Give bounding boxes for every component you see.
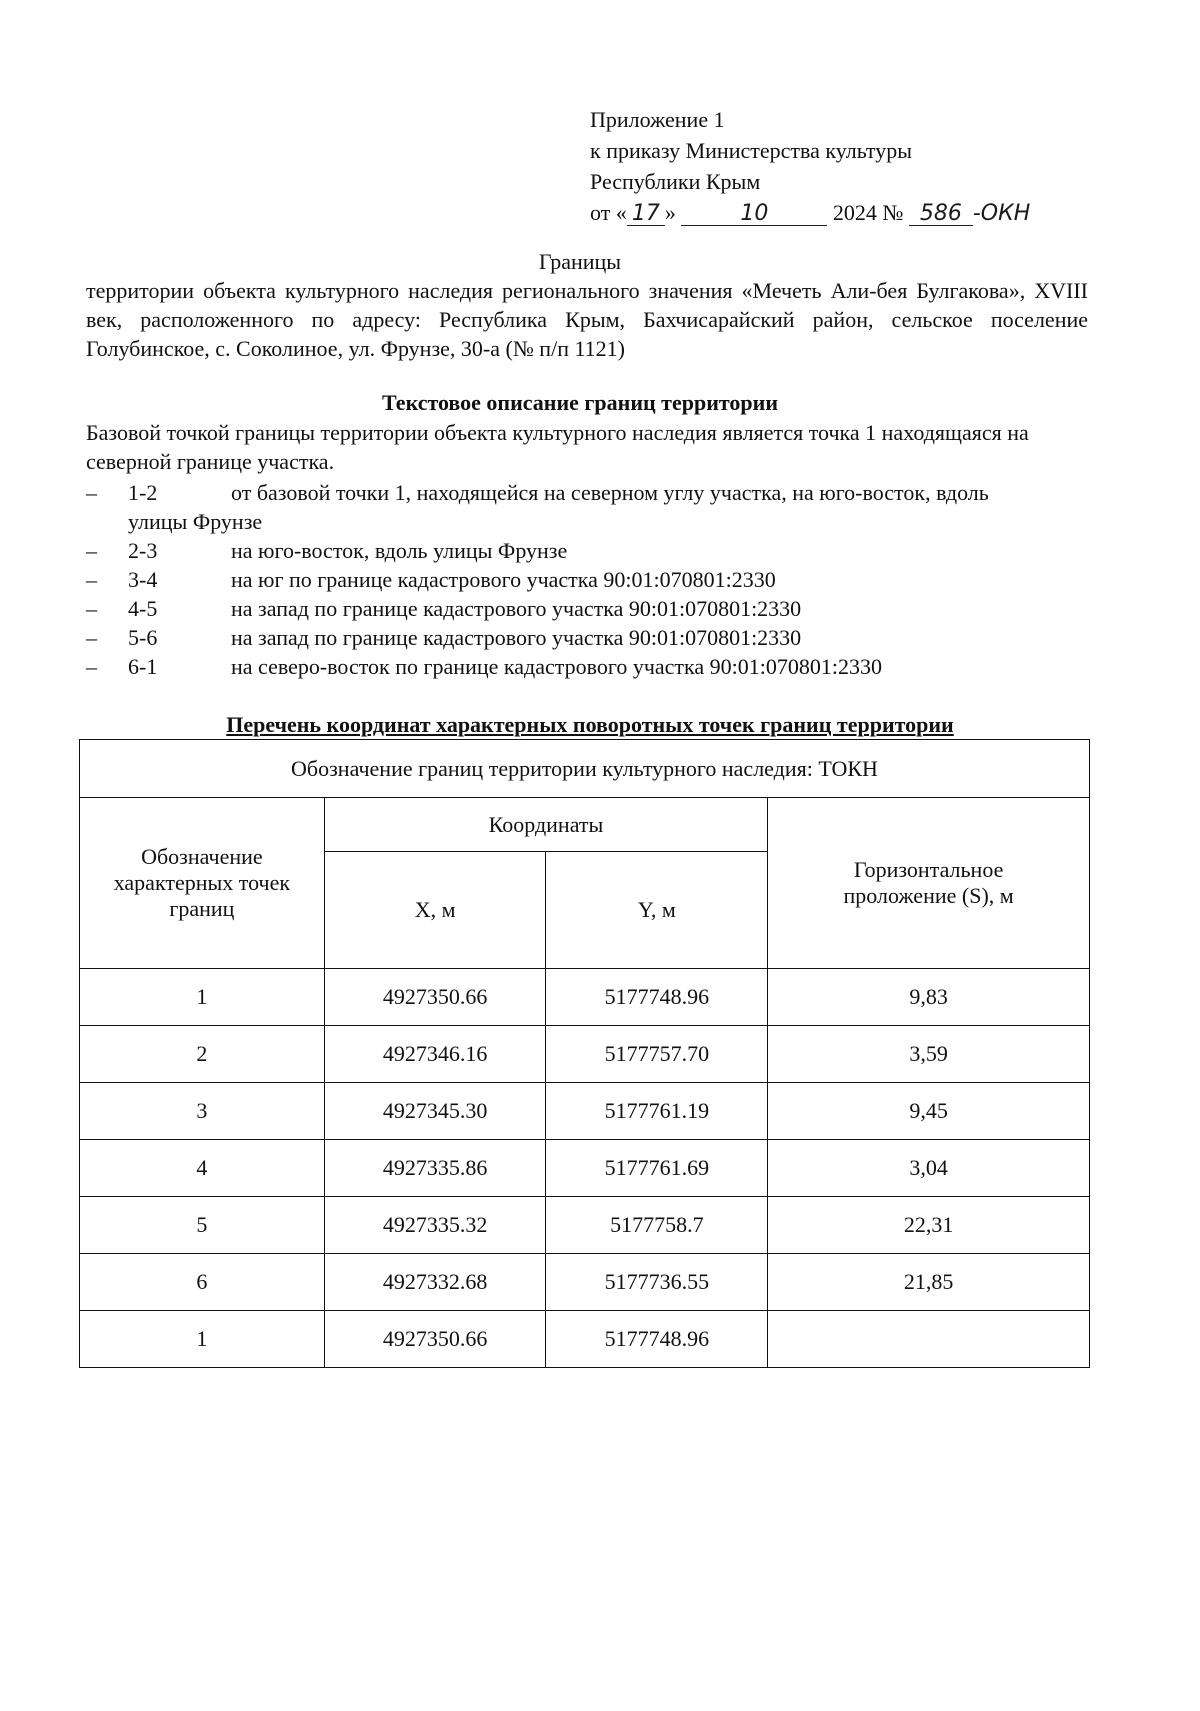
cell-point: 1 [80, 969, 325, 1026]
table-caption: Обозначение границ территории культурного наследия: ТОКН [80, 740, 1090, 798]
column-header-x: X, м [324, 852, 546, 969]
table-row [80, 1026, 1090, 1083]
cell-point: 4 [80, 1140, 325, 1197]
cell-y: 5177757.70 [546, 1026, 768, 1083]
segment-code: 2-3 [128, 538, 158, 563]
table-row [80, 1197, 1090, 1254]
date-year: 2024 [832, 200, 877, 225]
section-heading-text-description: Текстовое описание границ территории [381, 390, 779, 415]
order-number-handwritten: 586 [919, 201, 962, 226]
cell-s: 9,83 [768, 969, 1090, 1026]
segment-code: 1-2 [128, 480, 158, 505]
appendix-label: Приложение 1 [590, 107, 725, 132]
date-day-handwritten: 17 [631, 201, 660, 226]
cell-x: 4927350.66 [324, 1311, 546, 1368]
list-dash: – [86, 654, 97, 679]
cell-x: 4927332.68 [324, 1254, 546, 1311]
cell-s: 3,59 [768, 1026, 1090, 1083]
document-title: Границы [538, 249, 622, 274]
segment-description: на запад по границе кадастрового участка 90:01:070801:2330 [231, 625, 802, 650]
cell-s: 22,31 [768, 1197, 1090, 1254]
segment-code: 6-1 [128, 654, 158, 679]
list-dash: – [86, 596, 97, 621]
number-sign: № [882, 200, 904, 225]
cell-y: 5177758.7 [546, 1197, 768, 1254]
date-prefix: от « [590, 200, 627, 225]
segment-code: 4-5 [128, 596, 158, 621]
cell-x: 4927345.30 [324, 1083, 546, 1140]
cell-x: 4927346.16 [324, 1026, 546, 1083]
date-mid: » [664, 200, 676, 225]
ministry-region: Республики Крым [590, 169, 761, 194]
order-number-suffix-handwritten: -ОКН [972, 201, 1031, 226]
column-header-coordinates: Координаты [324, 798, 767, 852]
segment-description: на юго-восток, вдоль улицы Фрунзе [231, 538, 568, 563]
order-date-line [590, 197, 1030, 229]
cell-point: 5 [80, 1197, 325, 1254]
column-header-horizontal-distance: Горизонтальное проложение (S), м [768, 798, 1090, 969]
cell-s: 9,45 [768, 1083, 1090, 1140]
segment-description-continuation: улицы Фрунзе [128, 509, 263, 534]
cell-s: 21,85 [768, 1254, 1090, 1311]
date-month-blank [681, 202, 827, 226]
cell-point: 2 [80, 1026, 325, 1083]
cell-s [768, 1311, 1090, 1368]
list-dash: – [86, 625, 97, 650]
column-header-y: Y, м [546, 852, 768, 969]
cell-y: 5177748.96 [546, 1311, 768, 1368]
coordinates-table-heading: Перечень координат характерных поворотных точек границ территории [226, 712, 954, 737]
segment-code: 5-6 [128, 625, 158, 650]
cell-y: 5177748.96 [546, 969, 768, 1026]
list-dash: – [86, 480, 97, 505]
date-month-handwritten: 10 [740, 201, 769, 226]
cell-y: 5177736.55 [546, 1254, 768, 1311]
coordinates-table [79, 739, 1090, 1368]
table-header-row [80, 798, 1090, 852]
segment-code: 3-4 [128, 567, 158, 592]
cell-point: 3 [80, 1083, 325, 1140]
table-row [80, 1083, 1090, 1140]
segment-description: на северо-восток по границе кадастрового участка 90:01:070801:2330 [231, 654, 882, 679]
cell-x: 4927335.32 [324, 1197, 546, 1254]
date-day-blank [627, 202, 665, 226]
list-item [86, 652, 1096, 681]
cell-y: 5177761.69 [546, 1140, 768, 1197]
appendix-header [590, 104, 1030, 229]
order-reference: к приказу Министерства культуры [590, 138, 913, 163]
boundary-segments-list [86, 478, 1096, 681]
table-caption-row [80, 740, 1090, 798]
order-number-blank [909, 202, 973, 226]
cell-x: 4927350.66 [324, 969, 546, 1026]
list-dash: – [86, 567, 97, 592]
table-row [80, 1140, 1090, 1197]
list-item [86, 536, 1096, 565]
segment-description: от базовой точки 1, находящейся на северном углу участка, на юго-восток, вдоль [231, 480, 989, 505]
base-point-intro: Базовой точкой границы территории объекта культурного наследия является точка 1 находящаяся на северной границе участка. [86, 420, 1029, 474]
segment-description: на юг по границе кадастрового участка 90:01:070801:2330 [231, 567, 776, 592]
segment-description: на запад по границе кадастрового участка 90:01:070801:2330 [231, 596, 802, 621]
cell-y: 5177761.19 [546, 1083, 768, 1140]
table-row [80, 1311, 1090, 1368]
cell-s: 3,04 [768, 1140, 1090, 1197]
list-item [86, 594, 1096, 623]
cell-x: 4927335.86 [324, 1140, 546, 1197]
list-item [86, 565, 1096, 594]
table-row [80, 1254, 1090, 1311]
cell-point: 1 [80, 1311, 325, 1368]
list-item [86, 478, 1096, 536]
list-dash: – [86, 538, 97, 563]
column-header-point: Обозначение характерных точек границ [80, 798, 325, 969]
cell-point: 6 [80, 1254, 325, 1311]
list-item [86, 623, 1096, 652]
object-description: территории объекта культурного наследия регионального значения «Мечеть Али-бея Булгакова», XVIII век, расположенного по адресу: Республика Крым, Бахчисарайский район, сельское поселение Голубинское, с. Соколиное, ул. Фрунзе, 30-а (№ п/п 1121) [86, 278, 1088, 361]
table-row [80, 969, 1090, 1026]
